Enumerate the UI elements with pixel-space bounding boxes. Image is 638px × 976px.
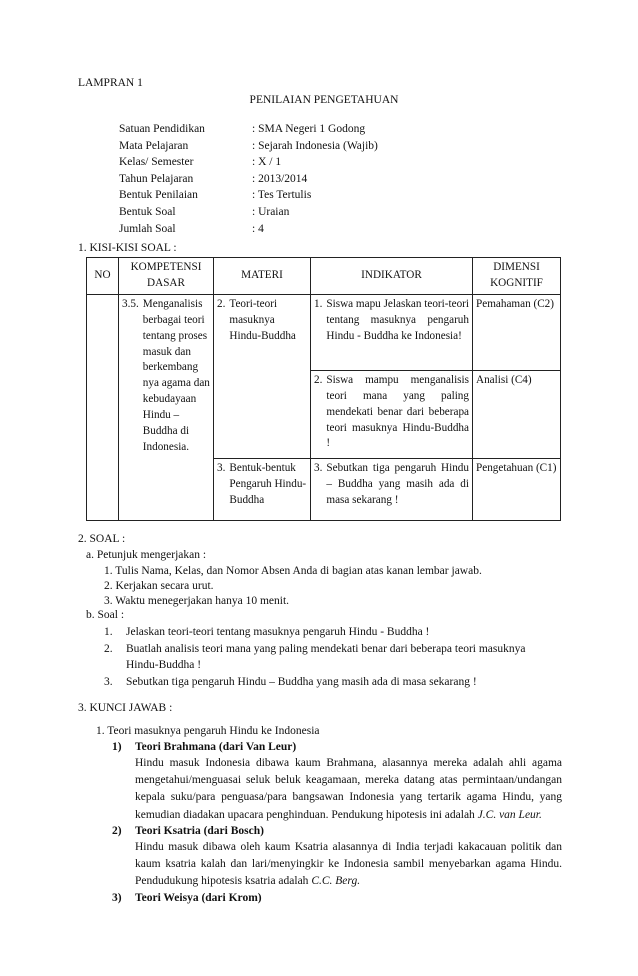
- kd-text: Menganalisis berbagai teori tentang proses masuk dan berkembang nya agama dan kebudayaan Hindu – Buddha di Indonesia.: [142, 297, 210, 453]
- section-heading-kunci: 3. KUNCI JAWAB :: [78, 702, 173, 714]
- item-number: 3.: [104, 676, 113, 689]
- page-title: PENILAIAN PENGETAHUAN: [249, 94, 399, 106]
- list-item: [112, 891, 562, 906]
- meta-value: : Tes Tertulis: [252, 189, 312, 202]
- lampiran-label: LAMPRAN 1: [78, 77, 143, 89]
- table-header-row: [87, 258, 561, 295]
- meta-label: Bentuk Soal: [119, 205, 176, 218]
- indikator-number: 3.: [314, 461, 323, 474]
- list-item: [112, 824, 562, 891]
- cell-materi: [214, 294, 311, 458]
- theory-text: Hindu masuk Indonesia dibawa kaum Brahmana, alasannya mereka adalah ahli agama mengetahui/menguasai seluk beluk keagamaan, mereka datang atas permintaan/undangan kepala suku/para penguasa/para bangsawan Indonesia yang tertarik agama Hindu, yang kemudian diadakan upacara penghinduan. Pendukung hipotesis ini adalah: [135, 756, 562, 821]
- materi-text: Bentuk-bentuk Pengaruh Hindu-Buddha: [229, 461, 307, 506]
- theory-author: J.C. van Leur.: [477, 808, 542, 821]
- header-indikator: INDIKATOR: [311, 258, 473, 295]
- item-number: 2): [112, 824, 122, 837]
- item-number: 2.: [104, 642, 113, 655]
- list-item: [104, 674, 560, 691]
- kisi-kisi-table: [86, 257, 561, 521]
- header-materi: MATERI: [214, 258, 311, 295]
- theory-title: Teori Weisya (dari Krom): [135, 891, 262, 904]
- theory-body: [135, 839, 562, 891]
- meta-row: [119, 188, 378, 205]
- cell-dimensi: Analisi (C4): [473, 370, 561, 458]
- theory-title: Teori Brahmana (dari Van Leur): [135, 741, 297, 753]
- list-item: [104, 624, 560, 641]
- identity-block: [119, 122, 378, 238]
- list-item: 1. Tulis Nama, Kelas, dan Nomor Absen Anda di bagian atas kanan lembar jawab.: [104, 565, 482, 577]
- materi-text: Teori-teori masuknya Hindu-Buddha: [229, 297, 296, 342]
- soal-list: [104, 624, 560, 691]
- theory-text: Hindu masuk dibawa oleh kaum Ksatria alasannya di India terjadi kakacauan politik dan kaum ksatria kalah dan lari/menyingkir ke Indonesia sambil menyebarkan agama Hindu. Pendudukung hipotesis ksatria adalah: [135, 840, 562, 888]
- indikator-text: Siswa mampu menganalisis teori mana yang paling mendekati benar dari beberapa teori masuknya Hindu-Buddha !: [326, 373, 469, 450]
- indikator-text: Siswa mapu Jelaskan teori-teori tentang masuknya pengaruh Hindu - Buddha ke Indonesia!: [326, 297, 469, 342]
- cell-dimensi: Pengetahuan (C1): [473, 458, 561, 520]
- section-heading-kisi: 1. KISI-KISI SOAL :: [78, 242, 177, 254]
- indikator-number: 1.: [314, 297, 323, 310]
- kd-number: 3.5.: [122, 297, 139, 310]
- table-row: [87, 294, 561, 370]
- meta-row: [119, 222, 378, 239]
- meta-value: : X / 1: [252, 156, 282, 169]
- meta-value: : Uraian: [252, 205, 290, 218]
- cell-materi: [214, 458, 311, 520]
- item-text: Sebutkan tiga pengaruh Hindu – Buddha yang masih ada di masa sekarang !: [126, 676, 477, 689]
- item-number: 1): [112, 741, 122, 753]
- header-dimensi-kognitif: DIMENSI KOGNITIF: [473, 258, 561, 295]
- cell-dimensi: Pemahaman (C2): [473, 294, 561, 370]
- item-text: Jelaskan teori-teori tentang masuknya pengaruh Hindu - Buddha !: [126, 626, 430, 638]
- indikator-number: 2.: [314, 373, 323, 386]
- theory-author: C.C. Berg.: [311, 875, 361, 888]
- meta-row: [119, 139, 378, 156]
- kunci-list: [112, 740, 562, 906]
- meta-row: [119, 205, 378, 222]
- materi-number: 3.: [217, 461, 226, 474]
- cell-indikator: [311, 458, 473, 520]
- list-item: [104, 641, 560, 674]
- list-item: [112, 740, 562, 824]
- meta-row: [119, 122, 378, 139]
- theory-title: Teori Ksatria (dari Bosch): [135, 824, 264, 837]
- meta-label: Satuan Pendidikan: [119, 123, 205, 135]
- header-kompetensi-dasar: KOMPETENSI DASAR: [119, 258, 214, 295]
- item-number: 3): [112, 891, 122, 904]
- list-item: 2. Kerjakan secara urut.: [104, 580, 214, 592]
- meta-value: : 4: [252, 222, 264, 235]
- section-heading-soal: 2. SOAL :: [78, 533, 126, 545]
- meta-label: Mata Pelajaran: [119, 139, 189, 152]
- header-no: NO: [87, 258, 119, 295]
- meta-label: Kelas/ Semester: [119, 156, 194, 169]
- cell-indikator: [311, 370, 473, 458]
- soal-heading: b. Soal :: [86, 609, 125, 621]
- cell-indikator: [311, 294, 473, 370]
- meta-label: Bentuk Penilaian: [119, 189, 198, 202]
- cell-kompetensi-dasar: [119, 294, 214, 520]
- meta-label: Jumlah Soal: [119, 222, 176, 235]
- meta-row: [119, 172, 378, 189]
- kunci-subheading: 1. Teori masuknya pengaruh Hindu ke Indonesia: [96, 725, 320, 737]
- item-number: 1.: [104, 626, 113, 638]
- cell-no: [87, 294, 119, 520]
- list-item: 3. Waktu menegerjakan hanya 10 menit.: [104, 595, 290, 607]
- meta-value: : 2013/2014: [252, 172, 308, 185]
- meta-row: [119, 155, 378, 172]
- petunjuk-list: [104, 564, 482, 609]
- meta-value: : SMA Negeri 1 Godong: [252, 123, 366, 135]
- item-text: Buatlah analisis teori mana yang paling mendekati benar dari beberapa teori masuknya Hindu-Buddha !: [126, 642, 526, 672]
- theory-body: [135, 755, 562, 824]
- meta-value: : Sejarah Indonesia (Wajib): [252, 139, 378, 152]
- materi-number: 2.: [217, 297, 226, 310]
- petunjuk-heading: a. Petunjuk mengerjakan :: [86, 549, 207, 561]
- meta-label: Tahun Pelajaran: [119, 172, 194, 185]
- indikator-text: Sebutkan tiga pengaruh Hindu – Buddha yang masih ada di masa sekarang !: [326, 461, 469, 506]
